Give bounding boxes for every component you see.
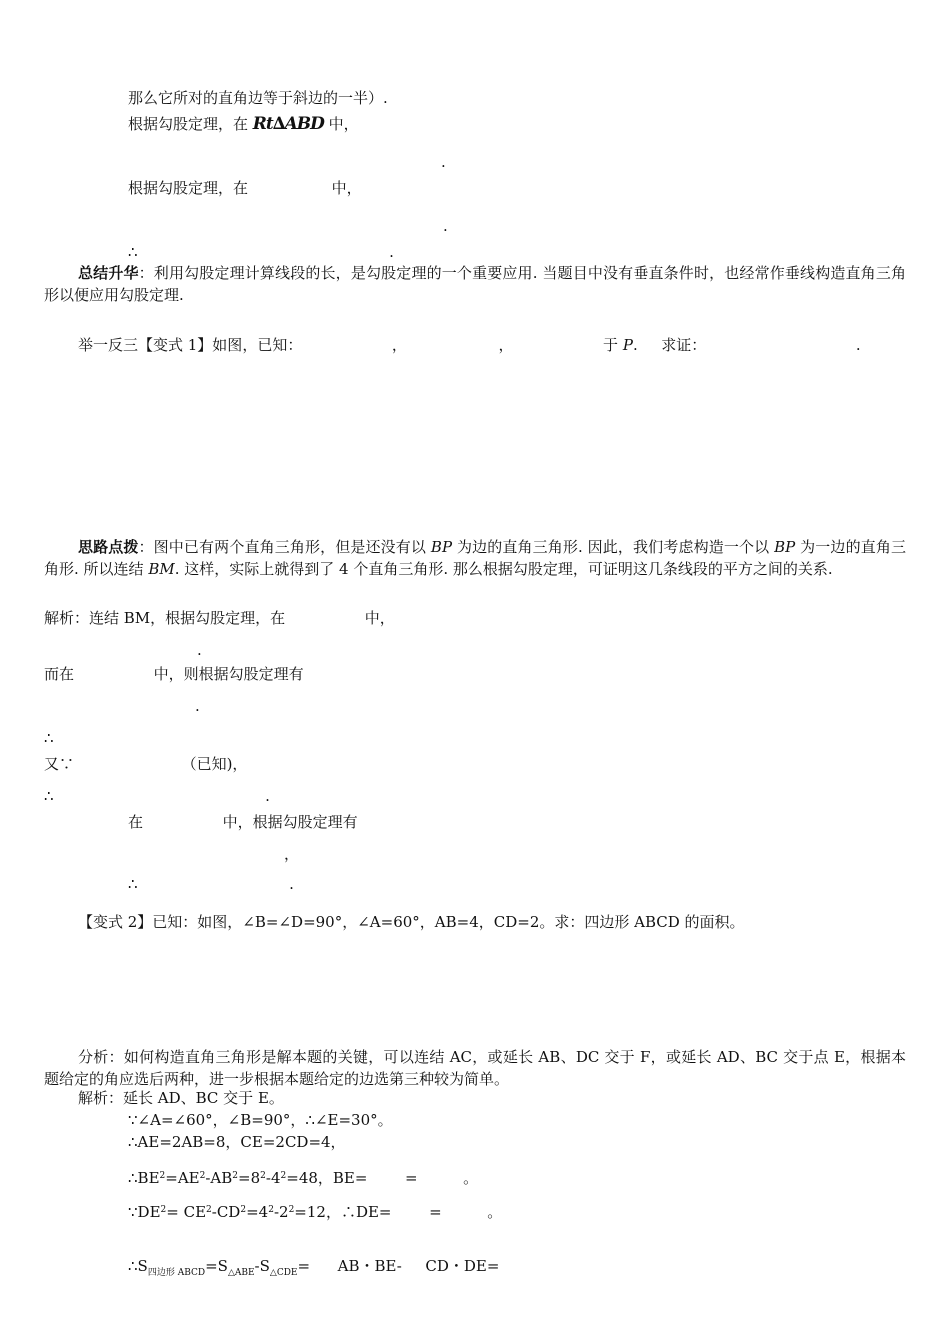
solution-line: 解析：延长 AD、BC 交于 E。 (78, 1089, 284, 1107)
point-label: P (622, 336, 633, 354)
therefore-symbol: ∴ (128, 875, 138, 893)
exponent: 2 (206, 1205, 212, 1215)
solution-line: ∵∠A=∠60°，∠B=90°，∴∠E=30°。 (128, 1111, 393, 1129)
subscript: △CDE (269, 1268, 298, 1278)
variant-1-prefix: 举一反三【变式 1】如图，已知： (78, 336, 303, 354)
line-text (44, 754, 247, 774)
solution-line (128, 1256, 499, 1283)
text: 为一边的直角三角形. 所以连结 (44, 538, 906, 578)
text: 那么它所对的直角边等于斜边的一半）. (128, 89, 388, 107)
summary-label: 总结升华 (78, 264, 139, 282)
text: （已知)， (181, 755, 248, 773)
exponent: 2 (160, 1205, 167, 1215)
solution-line: ∴AE=2AB=8，CE=2CD=4， (128, 1133, 346, 1151)
variant-1-line (78, 335, 861, 355)
equation-image: Rt∆ABD (252, 114, 324, 134)
text: =4 (246, 1203, 269, 1221)
text: -2 (273, 1203, 289, 1221)
text: 在 (128, 813, 144, 831)
hint-paragraph (44, 536, 906, 580)
text: . 这样，实际上就得到了 4 个直角三角形. 那么根据勾股定理，可证明这几条线段的平方之间的关系. (174, 560, 833, 578)
text: . (632, 336, 638, 354)
text: =AE (165, 1169, 200, 1187)
text: 中， (364, 609, 395, 627)
period: . (389, 243, 394, 261)
text: AB・BE- (337, 1257, 402, 1275)
solution-line (128, 1200, 502, 1222)
comma: ， (284, 845, 300, 863)
text: 。 (487, 1203, 503, 1221)
text: 中， (328, 115, 359, 133)
text: = (405, 1169, 418, 1187)
text: ∴BE (128, 1169, 160, 1187)
text: 又∵ (44, 755, 75, 773)
text: -4 (265, 1169, 281, 1187)
line-text (128, 178, 362, 198)
text: ， (391, 336, 407, 354)
text: 中， (331, 179, 362, 197)
line-text (128, 114, 359, 134)
text: 而在 (44, 665, 75, 683)
text: ：图中已有两个直角三角形，但是还没有以 (138, 538, 427, 556)
text: 解析：连结 BM，根据勾股定理，在 (44, 609, 286, 627)
line-text (128, 242, 394, 262)
exponent: 2 (260, 1171, 266, 1181)
exponent: 2 (232, 1171, 239, 1181)
summary-paragraph (44, 262, 906, 306)
text: =48，BE= (286, 1169, 368, 1187)
text: =S (205, 1257, 228, 1275)
period: . (289, 875, 294, 893)
text: 于 (603, 336, 619, 354)
subscript: 四边形 ABCD (147, 1268, 206, 1278)
variant-2-title: 【变式 2】已知：如图，∠B=∠D=90°，∠A=60°，AB=4，CD=2。求：四边形 ABCD 的面积。 (78, 913, 745, 931)
text: 中，则根据勾股定理有 (153, 665, 304, 683)
line-text (128, 874, 294, 894)
text: ∵DE (128, 1203, 161, 1221)
line-text (44, 786, 270, 806)
analysis-paragraph: 分析：如何构造直角三角形是解本题的关键，可以连结 AC，或延长 AB、DC 交于 F，或延长 AD、BC 交于点 E，根据本题给定的角应选后两种，进一步根据本题给定的边选第三种较为简单。 (44, 1048, 906, 1088)
line-text (44, 608, 395, 628)
text: ， (498, 336, 514, 354)
text: 为边的直角三角形. 因此，我们考虑构造一个以 (456, 538, 770, 556)
text: =12，∴DE= (294, 1203, 392, 1221)
text: -S (254, 1257, 270, 1275)
segment-label: BP (430, 538, 453, 556)
exponent: 2 (280, 1171, 287, 1181)
line-text (128, 812, 358, 832)
text: ∴S (128, 1257, 148, 1275)
period: . (195, 697, 200, 715)
period: . (197, 641, 202, 659)
exponent: 2 (199, 1171, 206, 1181)
text: 根据勾股定理，在 (128, 115, 249, 133)
text: = (297, 1257, 311, 1275)
therefore-symbol: ∴ (128, 243, 138, 261)
text: CD・DE= (425, 1257, 500, 1275)
text: -AB (205, 1169, 233, 1187)
line-text (44, 664, 304, 684)
hint-label: 思路点拨 (78, 538, 139, 556)
prove-label: 求证： (661, 336, 707, 354)
text: = CE (166, 1203, 207, 1221)
summary-text: ：利用勾股定理计算线段的长，是勾股定理的一个重要应用. 当题目中没有垂直条件时，也经常作垂线构造直角三角形以便应用勾股定理. (44, 264, 906, 304)
text: =8 (238, 1169, 261, 1187)
text: 根据勾股定理，在 (128, 179, 249, 197)
text: = (429, 1203, 442, 1221)
text: 。 (463, 1169, 479, 1187)
exponent: 2 (240, 1205, 247, 1215)
text: -CD (211, 1203, 241, 1221)
therefore-symbol: ∴ (44, 729, 54, 747)
period: . (443, 217, 448, 235)
segment-label: BP (774, 538, 796, 556)
exponent: 2 (268, 1205, 274, 1215)
line-text (128, 88, 388, 108)
therefore-symbol: ∴ (44, 787, 54, 805)
text: 中，根据勾股定理有 (222, 813, 358, 831)
segment-label: BM (148, 560, 175, 578)
subscript: △ABE (227, 1268, 255, 1278)
solution-line (128, 1166, 478, 1188)
period: . (441, 153, 446, 171)
exponent: 2 (159, 1171, 166, 1181)
text: . (855, 336, 861, 354)
exponent: 2 (288, 1205, 295, 1215)
period: . (265, 787, 270, 805)
